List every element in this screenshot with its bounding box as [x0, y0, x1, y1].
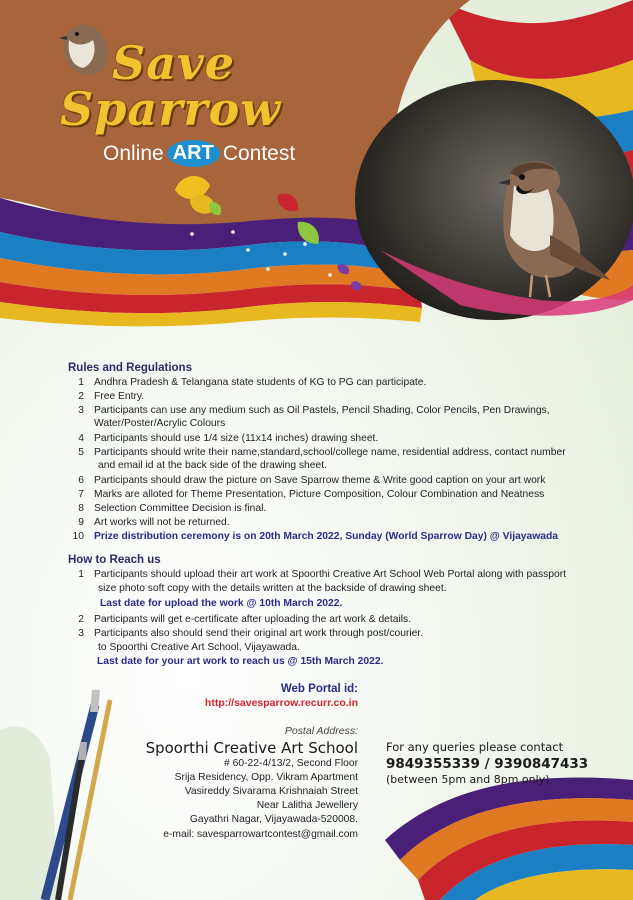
- rules-heading: Rules and Regulations: [68, 362, 192, 374]
- contact-phones[interactable]: 9849355339 / 9390847433: [386, 756, 589, 772]
- address-line-1: # 60-22-4/13/2, Second Floor: [224, 758, 358, 769]
- portal-label: Web Portal id:: [280, 683, 358, 695]
- post-deadline: Last date for your art work to reach us @ 15th March 2022.: [97, 656, 384, 667]
- portal-url-link[interactable]: http://savesparrow.recurr.co.in: [204, 697, 358, 709]
- upload-deadline: Last date for upload the work @ 10th March 2022.: [100, 598, 343, 609]
- postal-label: Postal Address:: [284, 725, 358, 737]
- title-save: Save: [112, 36, 236, 90]
- email-address[interactable]: e-mail: savesparrowartcontest@gmail.com: [163, 829, 358, 840]
- contact-label: For any queries please contact: [386, 740, 564, 754]
- title-online-art-contest: [103, 140, 295, 167]
- school-name: Spoorthi Creative Art School: [145, 739, 358, 757]
- title-sparrow: Sparrow: [60, 82, 281, 136]
- address-line-2: Srija Residency, Opp. Vikram Apartment: [174, 772, 358, 783]
- reach-heading: How to Reach us: [68, 554, 161, 566]
- title-online: Online: [103, 141, 164, 165]
- address-line-4: Near Lalitha Jewellery: [256, 800, 358, 811]
- contact-timing: (between 5pm and 8pm only): [386, 773, 550, 786]
- title-art-badge: ART: [167, 140, 220, 167]
- title-contest: Contest: [222, 141, 296, 165]
- address-line-5: Gayathri Nagar, Vijayawada-520008.: [189, 814, 358, 825]
- poster: Save Sparrow Online ART Contest Rules and Regulations 1 Andhra Pradesh & Telangana state students of KG to PG can participate. 2 Free Entry. 3 Participants can use any medium such as Oil Pastels, Pencil Shading, Color Pencils, Pen Drawings, Water/Poster/Acrylic Colours 4 Participants should use 1/4 size (11x14 inches) drawing sheet. 5 Participants should write their name,standard,school/college name, residential address, contact number and email id at the back side of the drawing sheet. 6 Participants should draw the picture on Save Sparrow theme & Write good caption on your art work 7 Marks are alloted for Theme Presentation, Picture Composition, Colour Combination and Neatness 8 Selection Committee Decision is final. 9 Art works will not be returned. 10 Prize distribution ceremony is on 20th March 2022, Sunday (World Sparrow Day) @ Vijayawada How to Reach us 1 Participants should upload their art work at Spoorthi Creative Art School Web Portal along with passport size photo soft copy with the details written at the backside of drawing sheet. Last date for upload the work @ 10th March 2022. 2 Participants will get e-certificate after uploading the art work & details. 3 Participants also should send their original art work through post/courier. to Spoorthi Creative Art School, Vijayawada. Last date for your art work to reach us @ 15th March 2022. Web Portal id: http://savesparrow.recurr.co.in Postal Address: Spoorthi Creative Art School # 60-22-4/13/2, Second Floor Srija Residency, Opp. Vikram Apartment Vasireddy Sivarama Krishnaiah Street Near Lalitha Jewellery Gayathri Nagar, Vijayawada-520008. e-mail: savesparrowartcontest@gmail.com For any queries please contact 9849355339 / 9390847433 (between 5pm and 8pm only): [0, 0, 633, 900]
- address-line-3: Vasireddy Sivarama Krishnaiah Street: [184, 786, 358, 797]
- sparrow-photo: [355, 80, 633, 320]
